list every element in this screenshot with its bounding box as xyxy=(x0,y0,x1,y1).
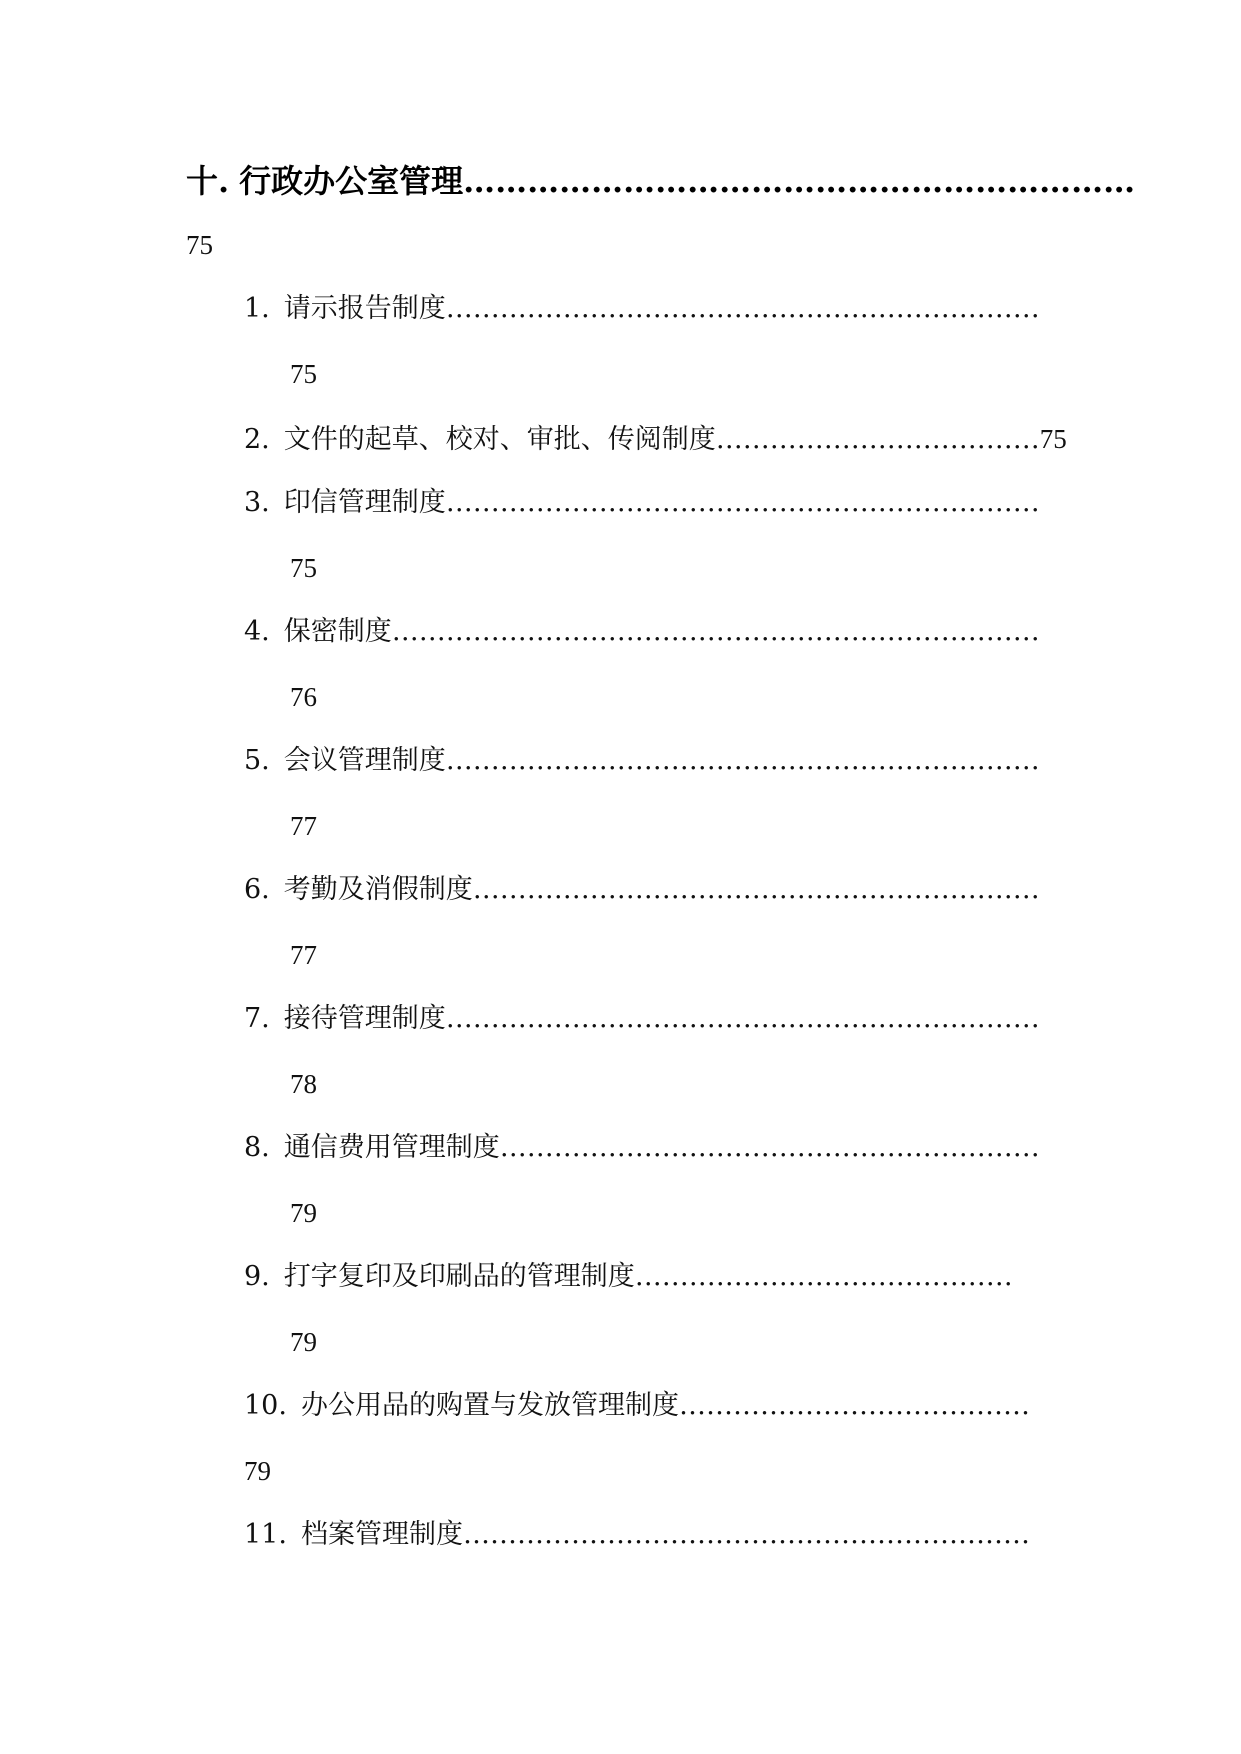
entry-page-number: 79 xyxy=(290,1327,317,1357)
entry-page-number: 78 xyxy=(290,1069,317,1099)
toc-entry[interactable] xyxy=(244,872,1054,908)
entry-number: 9. xyxy=(244,1261,270,1292)
entry-title: 会议管理制度 xyxy=(283,745,446,776)
entry-number: 10. xyxy=(244,1390,287,1421)
toc-entry[interactable] xyxy=(244,1001,1054,1037)
entry-leader: …………………………………… xyxy=(634,1261,1013,1292)
entry-title: 文件的起草、校对、审批、传阅制度 xyxy=(283,424,716,455)
entry-number: 5. xyxy=(244,745,270,776)
entry-leader: ……………………………………………………………… xyxy=(391,616,1040,647)
entry-title: 请示报告制度 xyxy=(283,293,446,324)
toc-entry[interactable] xyxy=(244,421,1067,457)
section-title: 行政办公室管理 xyxy=(239,162,464,200)
toc-entry[interactable] xyxy=(244,291,1054,327)
entry-title: 印信管理制度 xyxy=(283,487,446,518)
entry-number: 3. xyxy=(244,487,270,518)
entry-number: 8. xyxy=(244,1132,270,1163)
entry-page-number: 77 xyxy=(290,811,317,841)
entry-title: 考勤及消假制度 xyxy=(283,874,473,905)
section-heading[interactable] xyxy=(186,159,1136,203)
entry-page-number: 77 xyxy=(290,940,317,970)
toc-entry[interactable] xyxy=(244,614,1054,650)
entry-page-number: 76 xyxy=(290,682,317,712)
entry-page-number: 75 xyxy=(1039,424,1067,454)
entry-leader: ……………………………………………………… xyxy=(462,1519,1030,1550)
entry-leader: ………………………………………………………… xyxy=(445,487,1040,518)
entry-leader: ……………………………………………………… xyxy=(472,874,1040,905)
toc-entry[interactable] xyxy=(244,1130,1054,1166)
entry-number: 2. xyxy=(244,424,270,455)
section-page-number: 75 xyxy=(186,230,213,260)
entry-number: 6. xyxy=(244,874,270,905)
entry-title: 通信费用管理制度 xyxy=(283,1132,500,1163)
toc-entry[interactable] xyxy=(244,485,1054,521)
entry-title: 接待管理制度 xyxy=(283,1003,446,1034)
entry-leader: ………………………………………………………… xyxy=(445,1003,1040,1034)
entry-leader: ………………………………… xyxy=(678,1390,1030,1421)
section-number: 十. xyxy=(186,162,230,200)
entry-page-number: 75 xyxy=(290,359,317,389)
entry-title: 打字复印及印刷品的管理制度 xyxy=(283,1261,635,1292)
entry-page-number: 75 xyxy=(290,553,317,583)
entry-title: 档案管理制度 xyxy=(300,1519,463,1550)
entry-title: 办公用品的购置与发放管理制度 xyxy=(300,1390,679,1421)
entry-title: 保密制度 xyxy=(283,616,392,647)
entry-leader: …………………………………………………… xyxy=(499,1132,1040,1163)
entry-leader: ………………………………………………………… xyxy=(445,745,1040,776)
entry-number: 4. xyxy=(244,616,270,647)
entry-leader: ……………………………… xyxy=(715,424,1040,455)
entry-number: 7. xyxy=(244,1003,270,1034)
entry-page-number: 79 xyxy=(290,1198,317,1228)
toc-entry[interactable] xyxy=(244,1259,1054,1295)
toc-entry[interactable] xyxy=(244,1388,1054,1424)
section-leader: ……………………………………………………… xyxy=(463,162,1136,200)
toc-entry[interactable] xyxy=(244,1517,1054,1553)
entry-page-number: 79 xyxy=(244,1456,271,1486)
toc-entry[interactable] xyxy=(244,743,1054,779)
entry-number: 1. xyxy=(244,293,270,324)
entry-number: 11. xyxy=(244,1519,287,1550)
entry-leader: ………………………………………………………… xyxy=(445,293,1040,324)
